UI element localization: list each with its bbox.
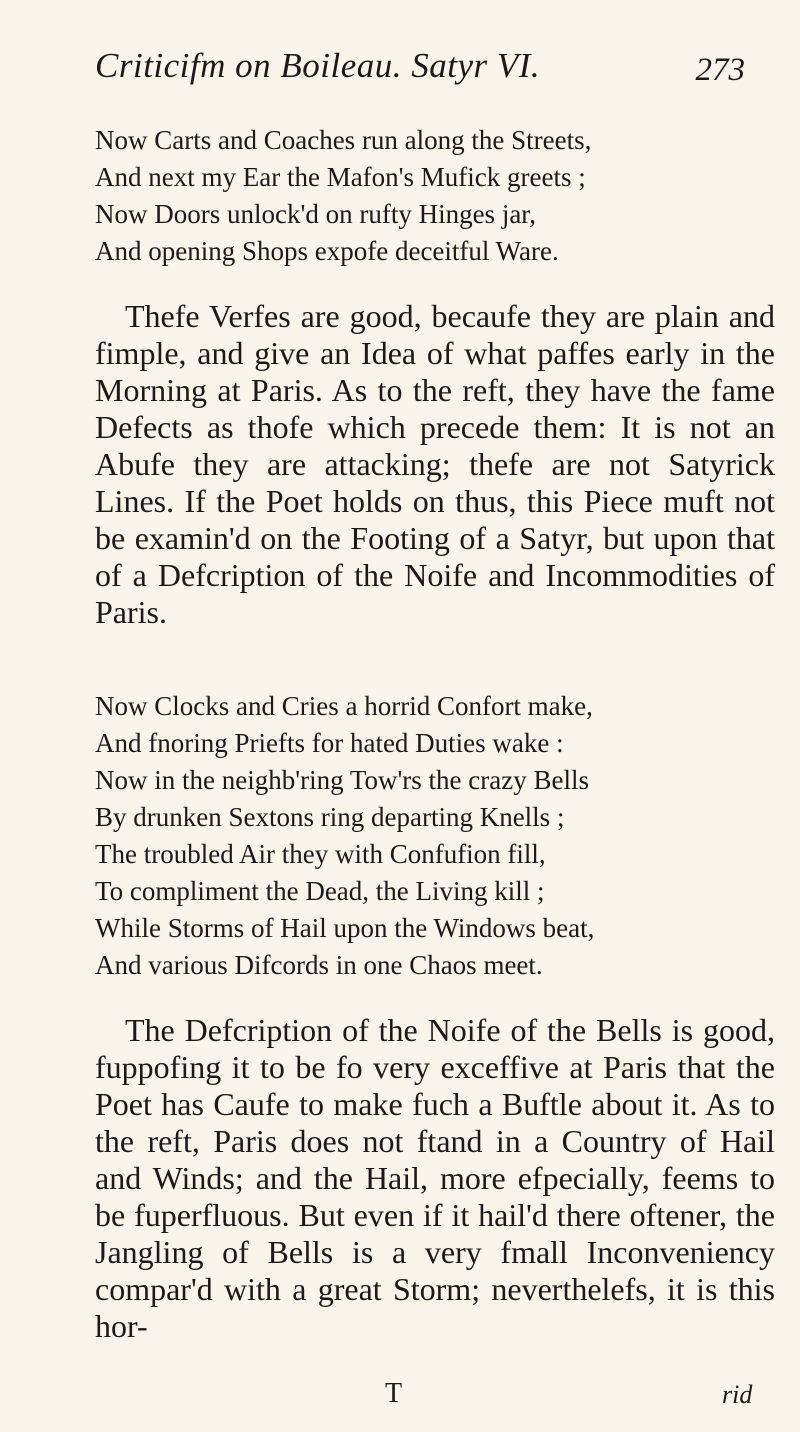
page-footer — [0, 1378, 800, 1418]
commentary-paragraph-1 — [95, 298, 775, 631]
verse-line: And next my Ear the Mafon's Mufick greets ; — [95, 162, 586, 192]
running-header — [95, 46, 745, 106]
catchword: rid — [722, 1380, 753, 1409]
paragraph-text: Thefe Verfes are good, becaufe they are plain and fimple, and give an Idea of what paffes early in the Morning at Paris. As to the reft, they have the fame Defects as thofe which precede them: It is not an Abufe they are attacking; thefe are not Satyrick Lines. If the Poet holds on thus, this Piece muft not be examin'd on the Footing of a Satyr, but upon that of a Defcription of the Noife and Incommodities of Paris. — [95, 298, 775, 630]
verse-line: Now Carts and Coaches run along the Streets, — [95, 125, 592, 155]
verse-line: And fnoring Priefts for hated Duties wake : — [95, 728, 564, 758]
verse-line: And various Difcords in one Chaos meet. — [95, 950, 543, 980]
verse-line: Now Doors unlock'd on rufty Hinges jar, — [95, 199, 536, 229]
verse-line: Now in the neighb'ring Tow'rs the crazy Bells — [95, 765, 589, 795]
running-title: Criticifm on Boileau. Satyr VI. — [95, 46, 541, 85]
signature-mark: T — [385, 1378, 403, 1409]
verse-line: While Storms of Hail upon the Windows beat, — [95, 913, 595, 943]
verse-line: To compliment the Dead, the Living kill ; — [95, 876, 545, 906]
verse-line: And opening Shops expofe deceitful Ware. — [95, 236, 559, 266]
verse-line: By drunken Sextons ring departing Knells ; — [95, 802, 565, 832]
verse-stanza-2 — [95, 688, 775, 984]
page-number: 273 — [695, 52, 745, 88]
verse-stanza-1 — [95, 122, 775, 270]
paragraph-text: The Defcription of the Noife of the Bells is good, fuppofing it to be fo very exceffive at Paris that the Poet has Caufe to make fuch a Buftle about it. As to the reft, Paris does not ftand in a Country of Hail and Winds; and the Hail, more efpecially, feems to be fuperfluous. But even if it hail'd there oftener, the Jangling of Bells is a very fmall Inconveniency compar'd with a great Storm; neverthelefs, it is this hor- — [95, 1012, 775, 1344]
commentary-paragraph-2 — [95, 1012, 775, 1345]
verse-line: Now Clocks and Cries a horrid Confort make, — [95, 691, 593, 721]
verse-line: The troubled Air they with Confufion fill, — [95, 839, 546, 869]
